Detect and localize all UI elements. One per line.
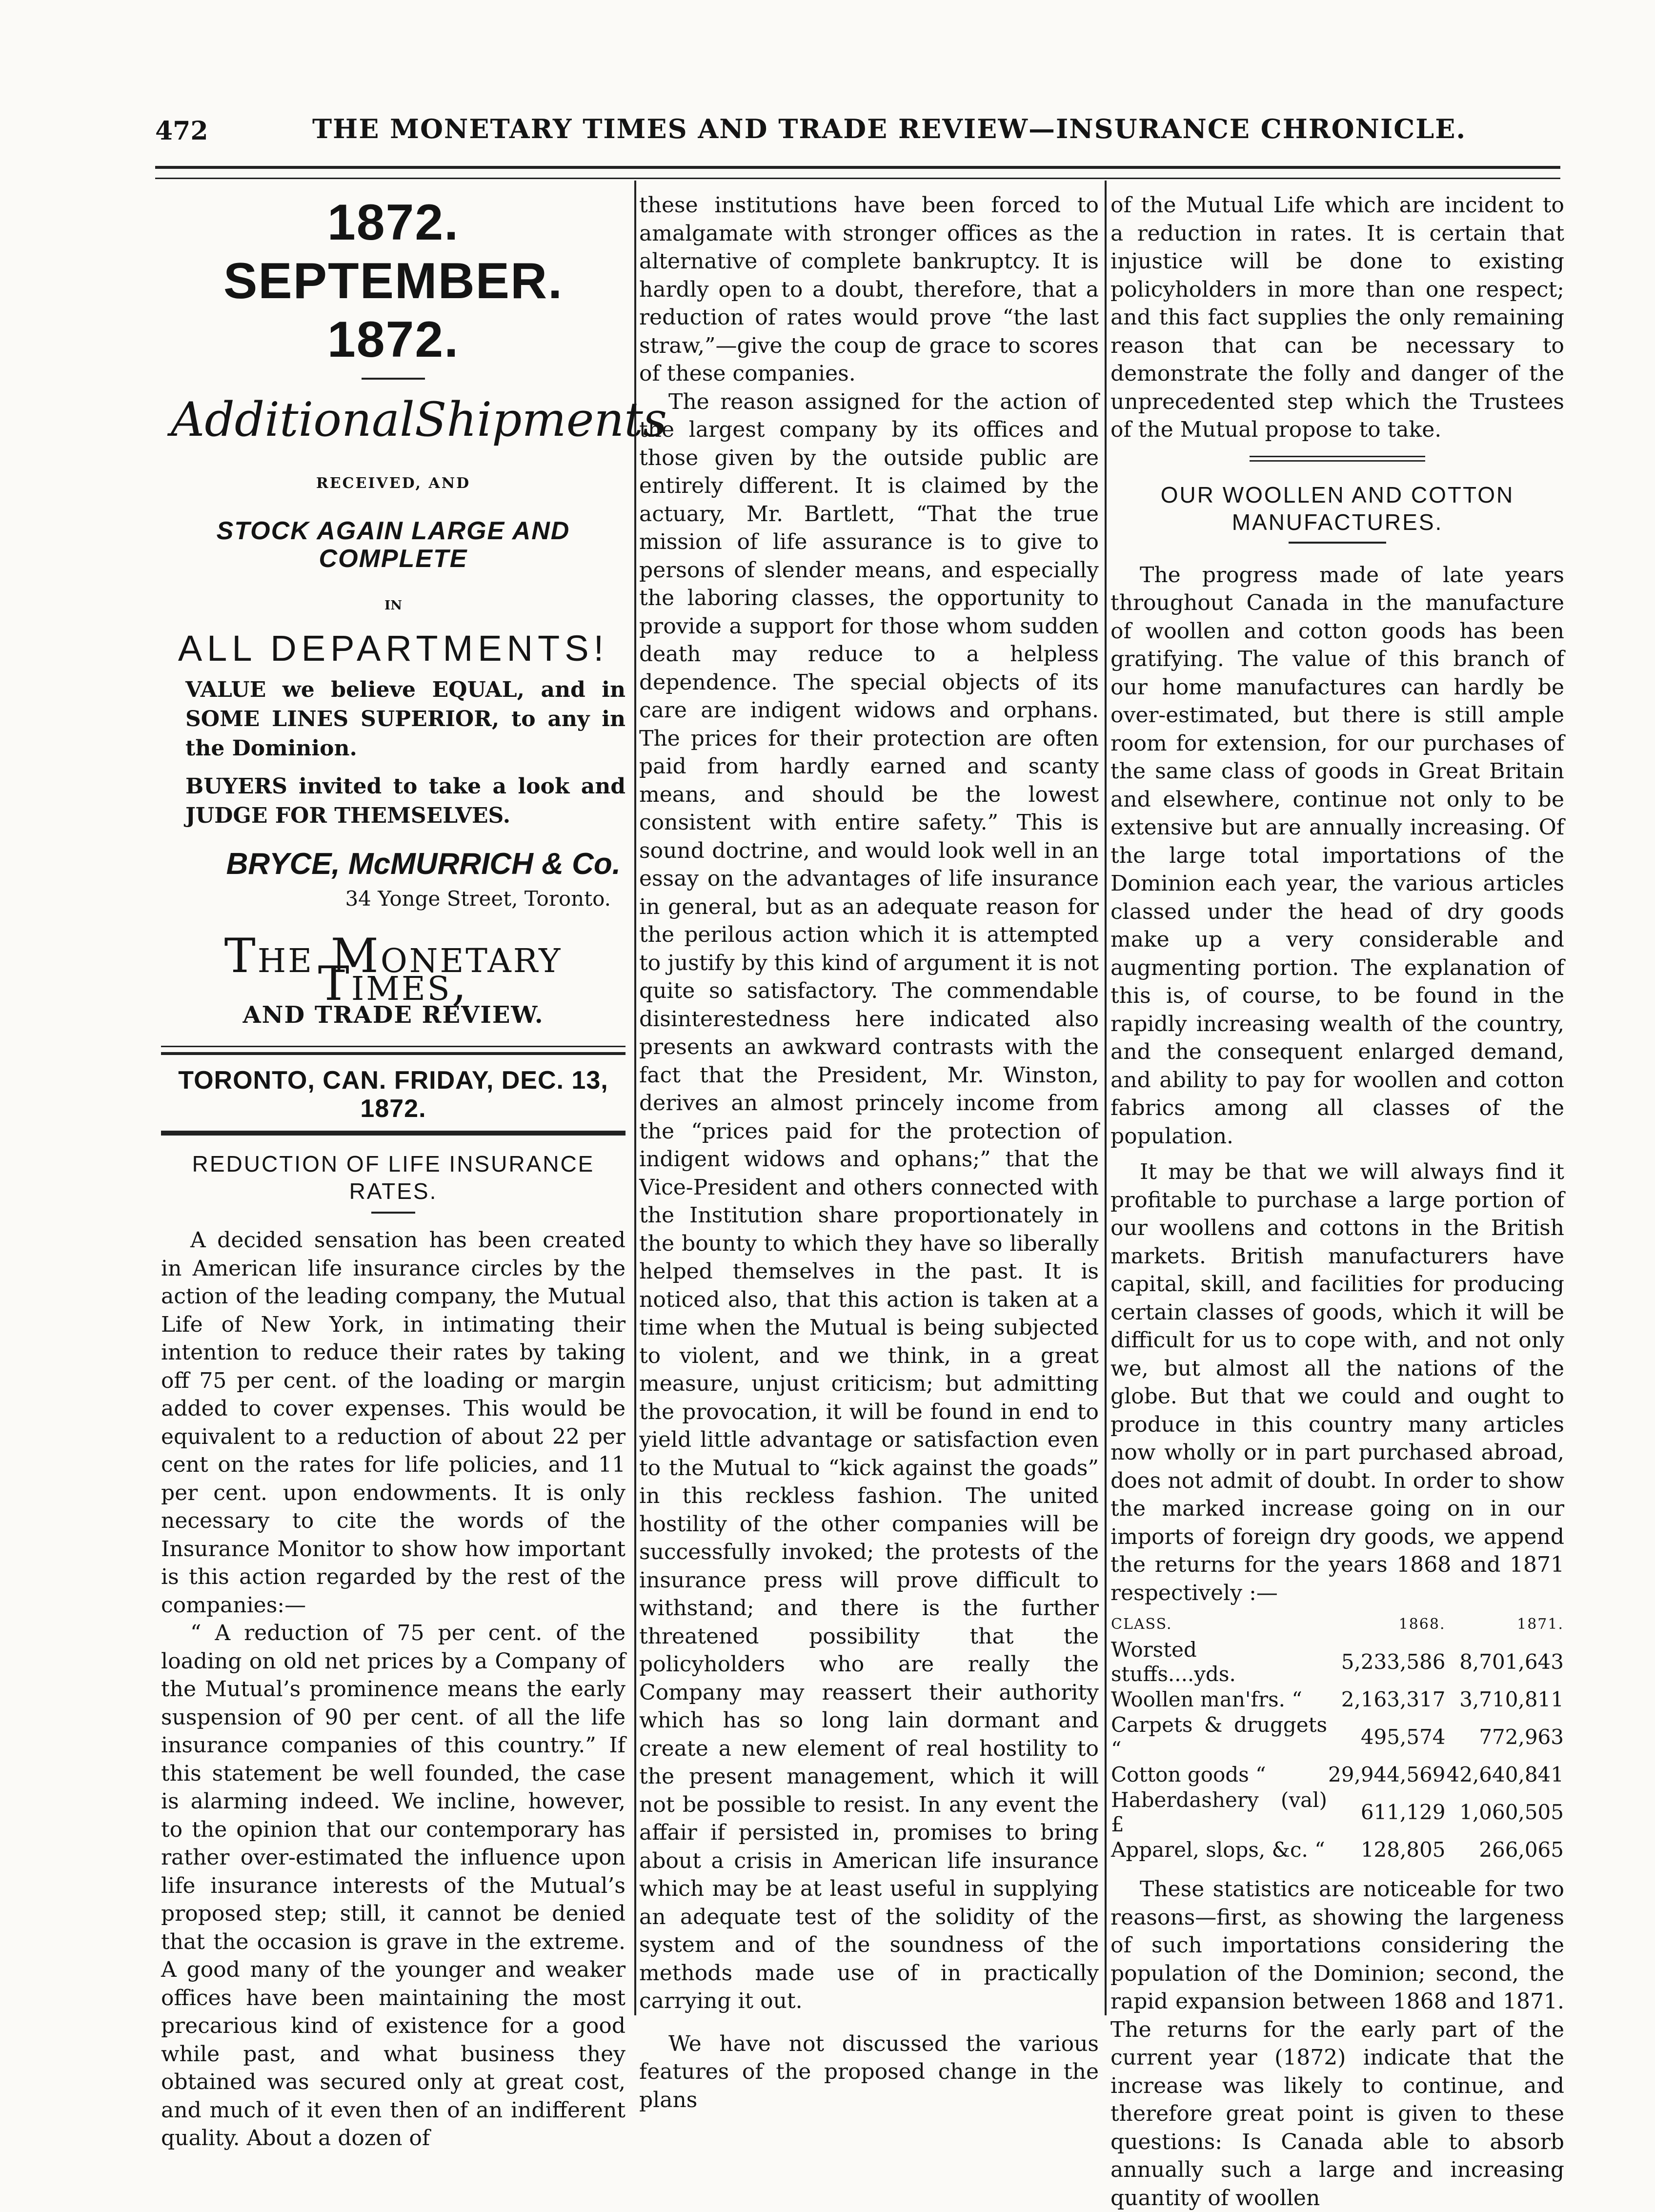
article-1-paragraph-5: We have not discussed the various features of the proposed change in the plans	[639, 2031, 1099, 2112]
ad-shipments	[161, 391, 667, 448]
table-row	[1110, 1637, 1564, 1687]
table-cell-1868: 2,163,317	[1341, 1687, 1446, 1711]
section-rule	[1250, 456, 1425, 462]
table-cell-class: Cotton goods “	[1111, 1763, 1266, 1786]
article-1-paragraph-3: these institutions have been forced to amalgamate with stronger offices as the alternative of complete bankruptcy. It is hardly open to a doubt, therefore, that a reduction of rates would prove “the last straw,”—give the coup de grace to scores of these companies.	[639, 193, 1099, 386]
table-row	[1110, 1762, 1564, 1787]
header-rule	[155, 166, 1560, 179]
ad-received: RECEIVED, AND	[316, 475, 471, 492]
table-row	[1110, 1837, 1564, 1863]
masthead-dateline: TORONTO, CAN. FRIDAY, DEC. 13, 1872.	[178, 1066, 608, 1123]
table-cell-1871: 1,060,505	[1459, 1800, 1564, 1824]
masthead-subtitle: AND TRADE REVIEW.	[242, 1001, 544, 1029]
ad-word-additional: Additional	[171, 392, 415, 447]
ad-value-line: VALUE we believe EQUAL, and in SOME LINES SUPERIOR, to any in the Dominion.	[185, 677, 626, 761]
ad-date-line: 1872. SEPTEMBER. 1872.	[223, 194, 564, 368]
ad-firm: BRYCE, McMURRICH & Co.	[226, 847, 621, 881]
table-cell-1868: 495,574	[1360, 1725, 1446, 1749]
table-cell-class: Carpets & druggets “	[1111, 1713, 1328, 1761]
table-header-class: CLASS.	[1111, 1616, 1172, 1633]
running-head: THE MONETARY TIMES AND TRADE REVIEW—INSURANCE CHRONICLE.	[312, 113, 1467, 144]
article-2-paragraph-1: The progress made of late years throughout Canada in the manufacture of woollen and cotton goods has been gratifying. The value of this branch of our home manufactures can hardly be over-estimated, but there is still ample room for extension, for our purchases of the same class of goods in Great Britain and elsewhere, continue not only to be extensive but are annually increasing. Of the large total importations of the Dominion each year, the various articles classed under the head of dry goods make up a very considerable and augmenting portion. The explanation of this is, of course, to be found in the rapidly increasing wealth of the country, and the consequent enlarged demand, and ability to pay for woollen and cotton fabrics among all classes of the population.	[1110, 562, 1564, 1149]
ad-buyers-line: BUYERS invited to take a look and JUDGE FOR THEMSELVES.	[185, 773, 626, 828]
column-1	[161, 185, 667, 2152]
article-1-paragraph-6: of the Mutual Life which are incident to a reduction in rates. It is certain that injustice will be done to existing policyholders in more than one respect; and this fact supplies the only remaining reason that can be necessary to demonstrate the folly and danger of the unprecedented step which the Trustees of the Mutual propose to take.	[1110, 193, 1564, 442]
table-cell-1871: 772,963	[1479, 1725, 1564, 1749]
table-cell-1871: 266,065	[1479, 1838, 1564, 1862]
advertisement	[161, 193, 667, 913]
ad-address: 34 Yonge Street, Toronto.	[345, 887, 611, 911]
column-2	[639, 191, 1099, 2114]
table-cell-class: Apparel, slops, &c. “	[1111, 1838, 1325, 1862]
ad-stock: STOCK AGAIN LARGE AND COMPLETE	[216, 516, 570, 573]
table-header-1868: 1868.	[1398, 1616, 1446, 1633]
table-header-row	[1110, 1612, 1564, 1637]
table-row	[1110, 1787, 1564, 1837]
article-2-paragraph-2: It may be that we will always find it profitable to purchase a large portion of our woollens and cottons in the British markets. British manufacturers have capital, skill, and facilities for producing certain classes of goods, which it will be difficult for us to cope with, and not only we, but almost all the nations of the globe. But that we could and ought to produce in this country many articles now wholly or in part purchased abroad, does not admit of doubt. In order to show the marked increase going on in our imports of foreign dry goods, we append the returns for the years 1868 and 1871 respectively :—	[1110, 1159, 1564, 1605]
imports-table	[1110, 1612, 1564, 1863]
masthead	[161, 928, 626, 1136]
table-cell-1871: 42,640,841	[1446, 1763, 1564, 1786]
column-rule-2	[1105, 181, 1107, 2015]
ad-rule	[362, 378, 425, 380]
table-cell-1868: 5,233,586	[1341, 1650, 1446, 1674]
ad-departments: ALL DEPARTMENTS!	[178, 628, 609, 669]
masthead-rule	[161, 1046, 626, 1055]
table-cell-1871: 8,701,643	[1459, 1650, 1564, 1674]
article-2-heading: OUR WOOLLEN AND COTTON MANUFACTURES.	[1160, 482, 1514, 535]
article-1-paragraph-1: A decided sensation has been created in American life insurance circles by the action of the leading company, the Mutual Life of New York, in intimating their intention to reduce their rates by taking off 75 per cent. of the loading or margin added to cover expenses. This would be equivalent to a reduction of about 22 per cent on the rates for life policies, and 11 per cent. upon endowments. It is only necessary to cite the words of the Insurance Monitor to show how important is this action regarded by the rest of the companies:—	[161, 1228, 626, 1618]
ad-in: IN	[384, 598, 402, 613]
article-1-heading: REDUCTION OF LIFE INSURANCE RATES.	[192, 1151, 595, 1204]
column-3	[1110, 191, 1564, 2212]
table-cell-1868: 29,944,569	[1328, 1763, 1446, 1786]
masthead-thick-rule	[161, 1131, 626, 1136]
table-cell-1868: 611,129	[1360, 1800, 1446, 1824]
table-cell-1871: 3,710,811	[1459, 1687, 1564, 1711]
column-rule-1	[634, 181, 636, 2015]
table-cell-class: Woollen man'frs. “	[1111, 1687, 1302, 1711]
page-number: 472	[155, 116, 208, 146]
article-2-paragraph-3: These statistics are noticeable for two reasons—first, as showing the largeness of such importations considering the population of the Dominion; second, the rapid expansion between 1868 and 1871. The returns for the early part of the current year (1872) indicate that the increase was likely to continue, and therefore great point is given to these questions: Is Canada able to absorb annually such a large and increasing quantity of woollen	[1110, 1877, 1564, 2211]
ad-word-shipments: Shipments	[414, 392, 667, 447]
article-1-paragraph-2: “ A reduction of 75 per cent. of the loading on old net prices by a Company of the Mutual’s prominence means the early suspension of 90 per cent. of all the life insurance companies of this country.” If this statement be well founded, the case is alarming indeed. We incline, however, to the opinion that our contemporary has rather over-estimated the influence upon life insurance interests of the Mutual’s proposed step; still, it cannot be denied that the occasion is grave in the extreme. A good many of the younger and weaker offices have been maintaining the most precarious kind of existence for a good while past, and what business they obtained was secured only at great cost, and much of it even then of an indifferent quality. About a dozen of	[161, 1621, 626, 2151]
heading-rule	[371, 1212, 415, 1214]
table-cell-1868: 128,805	[1360, 1838, 1446, 1862]
table-cell-class: Haberdashery (val) £	[1111, 1788, 1328, 1836]
article-1-paragraph-4: The reason assigned for the action of the largest company by its offices and those given by the outside public are entirely different. It is claimed by the actuary, Mr. Bartlett, “That the true mission of life assurance is to give to persons of slender means, and especially the laboring classes, the opportunity to provide a support for those whom sudden death may reduce to a helpless dependence. The special objects of its care are indigent widows and orphans. The prices for their protection are often paid from hardly earned and scanty means, and should be the lowest consistent with entire safety.” This is sound doctrine, and would look well in an essay on the advantages of life insurance in general, but as an adequate reason for the perilous action which it is attempted to justify by this kind of argument it is not quite so satisfactory. The commendable disinterestedness here indicated also presents an awkward contrasts with the fact that the President, Mr. Winston, derives an almost princely income from the “prices paid for the protection of indigent widows and ophans;” that the Vice-President and others connected with the Institution share proportionately in the bounty to which they have so liberally helped themselves in the past. It is noticed also, that this action is taken at a time when the Mutual is being subjected to violent, and we think, in a great measure, unjust criticism; but admitting the provocation, it will be found in end to yield little advantage or satisfaction even to the Mutual to “kick against the goads” in this reckless fashion. The united hostility of the other companies will be successfully invoked; the protests of the insurance press will prove difficult to withstand; and there is the further threatened possibility that the policyholders who are really the Company may reassert their authority which has so long lain dormant and create a new element of real hostility to the present management, which it will not be possible to resist. In any event the affair if persisted in, promises to bring about a crisis in American life insurance which may be at least useful in supplying an adequate test of the solidity of the system and of the soundness of the methods made use of in practically carrying it out.	[639, 389, 1099, 2013]
table-cell-class: Worsted stuffs....yds.	[1111, 1638, 1236, 1686]
table-row	[1110, 1687, 1564, 1712]
masthead-title: The Monetary Times,	[224, 928, 563, 1011]
heading-rule-2	[1289, 542, 1386, 544]
table-row	[1110, 1712, 1564, 1762]
table-header-1871: 1871.	[1517, 1616, 1564, 1633]
